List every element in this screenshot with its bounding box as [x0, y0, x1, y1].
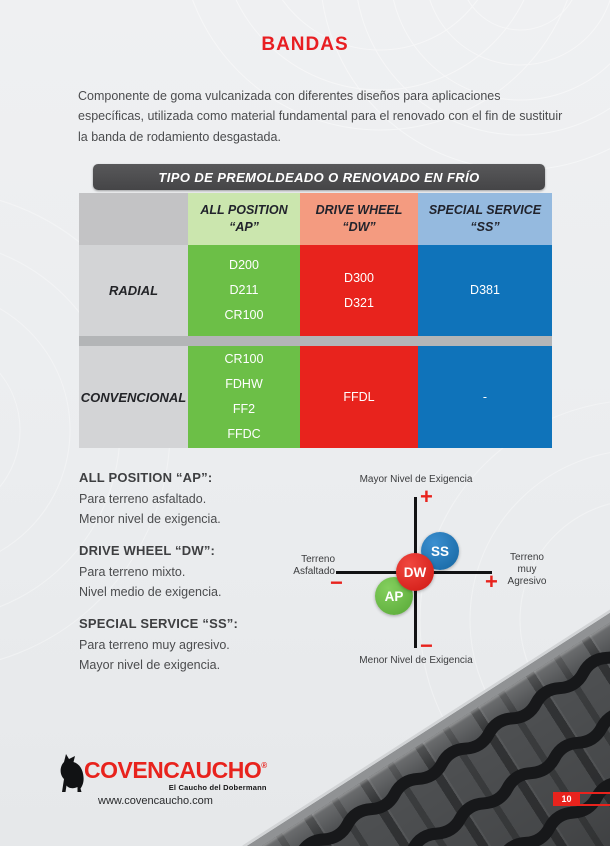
legend-section-ap: ALL POSITION “AP”: Para terreno asfaltado. Menor nivel de exigencia. — [79, 470, 289, 529]
exigencia-quadrant-diagram — [280, 468, 552, 680]
cell-radial-dw: D300 D321 — [300, 245, 418, 336]
column-header-drive-wheel: DRIVE WHEEL “DW” — [300, 193, 418, 245]
column-header-all-position: ALL POSITION “AP” — [188, 193, 300, 245]
retread-type-table — [79, 193, 552, 448]
axis-label-bottom: Menor Nivel de Exigencia — [359, 655, 473, 666]
cell-convencional-dw: FFDL — [300, 346, 418, 448]
page-number-rule — [580, 792, 610, 806]
doberman-dog-icon — [54, 752, 88, 792]
cell-radial-ss: D381 — [418, 245, 552, 336]
legend-heading-dw: DRIVE WHEEL “DW”: — [79, 543, 216, 558]
plus-sign-right: + — [485, 569, 498, 594]
cell-radial-ap: D200 D211 CR100 — [188, 245, 300, 336]
cell-convencional-ss: - — [418, 346, 552, 448]
brand-tagline: El Caucho del Dobermann — [168, 783, 267, 792]
legend-heading-ss: SPECIAL SERVICE “SS”: — [79, 616, 239, 631]
plus-sign-top: + — [420, 484, 433, 509]
row-label-convencional: CONVENCIONAL — [79, 346, 188, 448]
row-label-radial: RADIAL — [79, 245, 188, 336]
page-number-tab — [553, 792, 610, 806]
page-title: BANDAS — [261, 34, 349, 55]
legend-heading-ap: ALL POSITION “AP”: — [79, 470, 213, 485]
registered-mark: ® — [261, 761, 267, 770]
legend-section-dw: DRIVE WHEEL “DW”: Para terreno mixto. Nivel medio de exigencia. — [79, 543, 289, 602]
axis-label-top: Mayor Nivel de Exigencia — [359, 474, 473, 485]
minus-sign-left: − — [330, 570, 343, 595]
table-separator — [79, 336, 552, 346]
table-banner: TIPO DE PREMOLDEADO O RENOVADO EN FRÍO — [93, 164, 545, 190]
axis-label-right: Terreno muy Agresivo — [507, 552, 547, 587]
node-ss: SS — [421, 532, 459, 570]
brand-wordmark: COVENCAUCHO® — [84, 757, 267, 783]
legend-section-ss: SPECIAL SERVICE “SS”: Para terreno muy agresivo. Mayor nivel de exigencia. — [79, 616, 289, 675]
intro-paragraph: Componente de goma vulcanizada con diferentes diseños para aplicaciones específicas, utilizada como material fundamental para el renovado con el fin de sustituir la banda de rodamiento desgastada. — [78, 88, 563, 144]
covencaucho-logo — [54, 752, 267, 807]
cell-convencional-ap: CR100 FDHW FF2 FFDC — [188, 346, 300, 448]
table-corner-cell — [79, 193, 188, 245]
node-ap: AP — [375, 577, 413, 615]
column-header-special-service: SPECIAL SERVICE “SS” — [418, 193, 552, 245]
page-number: 10 — [553, 792, 580, 806]
node-dw: DW — [396, 553, 434, 591]
website-url: www.covencaucho.com — [98, 795, 213, 807]
legend-block — [79, 470, 289, 689]
axis-label-left: Terreno Asfaltado — [293, 554, 335, 577]
minus-sign-bottom: − — [420, 633, 433, 658]
